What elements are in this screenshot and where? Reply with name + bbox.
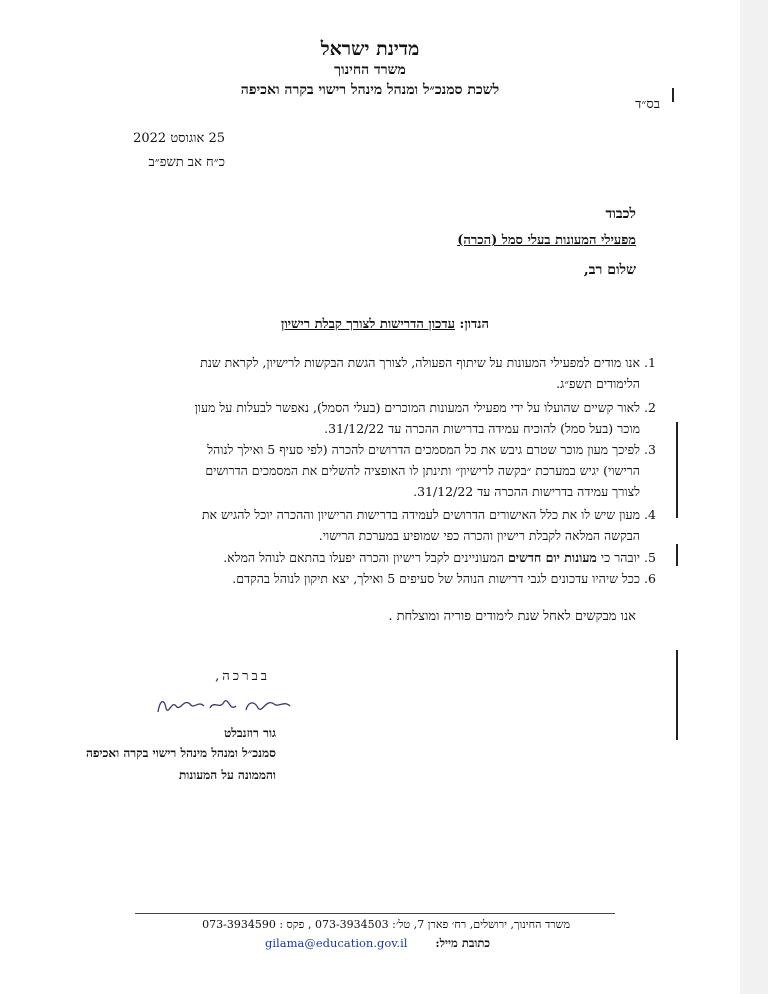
- date-gregorian: 25 אוגוסט 2022: [133, 131, 225, 146]
- blessing: בברכה,: [215, 669, 270, 684]
- margin-mark: [676, 544, 678, 566]
- list-item-emphasis: מעונות יום חדשים: [507, 550, 597, 565]
- list-item-line: מוכר (בעל סמל) להוכיח עמידה בדרישות ההכרה עד 31/12/22.: [324, 421, 640, 436]
- list-item-line: מעון שיש לו את כלל האישורים הדרושים לעמידה בדרישות הרישיון וההכרה יוכל להגיש את: [201, 507, 640, 522]
- footer-email-label: כתובת מייל:: [435, 936, 490, 950]
- list-item-line: [100, 547, 640, 568]
- list-item-number: 6.: [644, 571, 656, 586]
- list-item: [100, 439, 656, 502]
- list-item: [100, 504, 656, 546]
- signer-name: גור רוזנבלט: [224, 726, 276, 740]
- list-item-line: הלימודים תשפ״ג.: [556, 376, 640, 391]
- list-item-text: יובהר כי: [596, 550, 640, 565]
- recipient-name: מפעילי המעונות בעלי סמל (הכרה): [457, 233, 636, 248]
- list-item-line: הבקשה המלאה לקבלת רישיון והכרה כפי שמופיע במערכת הרישוי.: [318, 528, 640, 543]
- list-item-number: 3.: [644, 442, 656, 457]
- subject-line: [150, 316, 620, 332]
- signer-role-secondary: והממונה על המעונות: [178, 768, 276, 782]
- header-state: מדינת ישראל: [320, 38, 420, 60]
- page-edge: [740, 0, 768, 994]
- date-hebrew: כ״ח אב תשפ״ב: [148, 155, 225, 170]
- subject-text: עדכון הדרישות לצורך קבלת רישיון: [281, 317, 456, 332]
- list-item: [100, 547, 656, 568]
- subject-prefix: הנדון:: [459, 317, 489, 332]
- list-item: [100, 352, 656, 394]
- list-item-number: 1.: [644, 355, 656, 370]
- footer-email-link[interactable]: gilama@education.gov.il: [265, 936, 408, 950]
- list-item: [100, 397, 656, 439]
- list-item: [100, 568, 656, 589]
- footer-divider: [135, 913, 615, 914]
- list-item-number: 5.: [644, 550, 656, 565]
- margin-mark: [676, 650, 678, 740]
- margin-mark: [672, 88, 674, 102]
- signer-role: סמנכ״ל ומנהל מינהל רישוי בקרה ואכיפה: [85, 746, 276, 760]
- list-item-number: 4.: [644, 507, 656, 522]
- recipient-label: לכבוד: [605, 206, 636, 222]
- list-item-line: לאור קשיים שהועלו על ידי מפעילי המעונות המוכרים (בעלי הסמל), נאפשר לבעלות על מעון: [194, 400, 640, 415]
- list-item-number: 2.: [644, 400, 656, 415]
- list-item-line: ככל שיהיו עדכונים לגבי דרישות הנוהל של סעיפים 5 ואילך, יצא תיקון לנוהל בהקדם.: [232, 571, 640, 586]
- header-ministry: משרד החינוך: [334, 62, 406, 78]
- bsd-mark: בס״ד: [635, 97, 660, 112]
- list-item-line: הרישוי) יגיש במערכת ״בקשה לרישיון״ ותינתן לו האופציה להשלים את המסמכים הדרושים: [205, 463, 640, 478]
- list-item-text: המעוניינים לקבל רישיון והכרה יפעלו בהתאם לנוהל המלא.: [223, 550, 508, 565]
- list-item-line: אנו מודים למפעילי המעונות על שיתוף הפעולה, לצורך הגשת הבקשות לרישיון, לקראת שנת: [200, 355, 640, 370]
- list-item-line: לפיכך מעון מוכר שטרם גיבש את כל המסמכים הדרושים להכרה (לפי סעיף 5 ואילך לנוהל: [207, 442, 640, 457]
- list-item-line: לצורך עמידה בדרישות ההכרה עד 31/12/22.: [413, 484, 640, 499]
- margin-mark: [676, 422, 678, 518]
- header-office: לשכת סמנכ״ל ומנהל מינהל רישוי בקרה ואכיפה: [240, 82, 500, 98]
- closing-line: אנו מבקשים לאחל שנת לימודים פוריה ומוצלחת .: [388, 609, 636, 624]
- footer-address: משרד החינוך, ירושלים, רח׳ פארן 7, טל׳: 073-3934503 , פקס : 073-3934590: [202, 918, 570, 931]
- handwritten-signature: [150, 686, 300, 726]
- greeting: שלום רב,: [583, 262, 636, 278]
